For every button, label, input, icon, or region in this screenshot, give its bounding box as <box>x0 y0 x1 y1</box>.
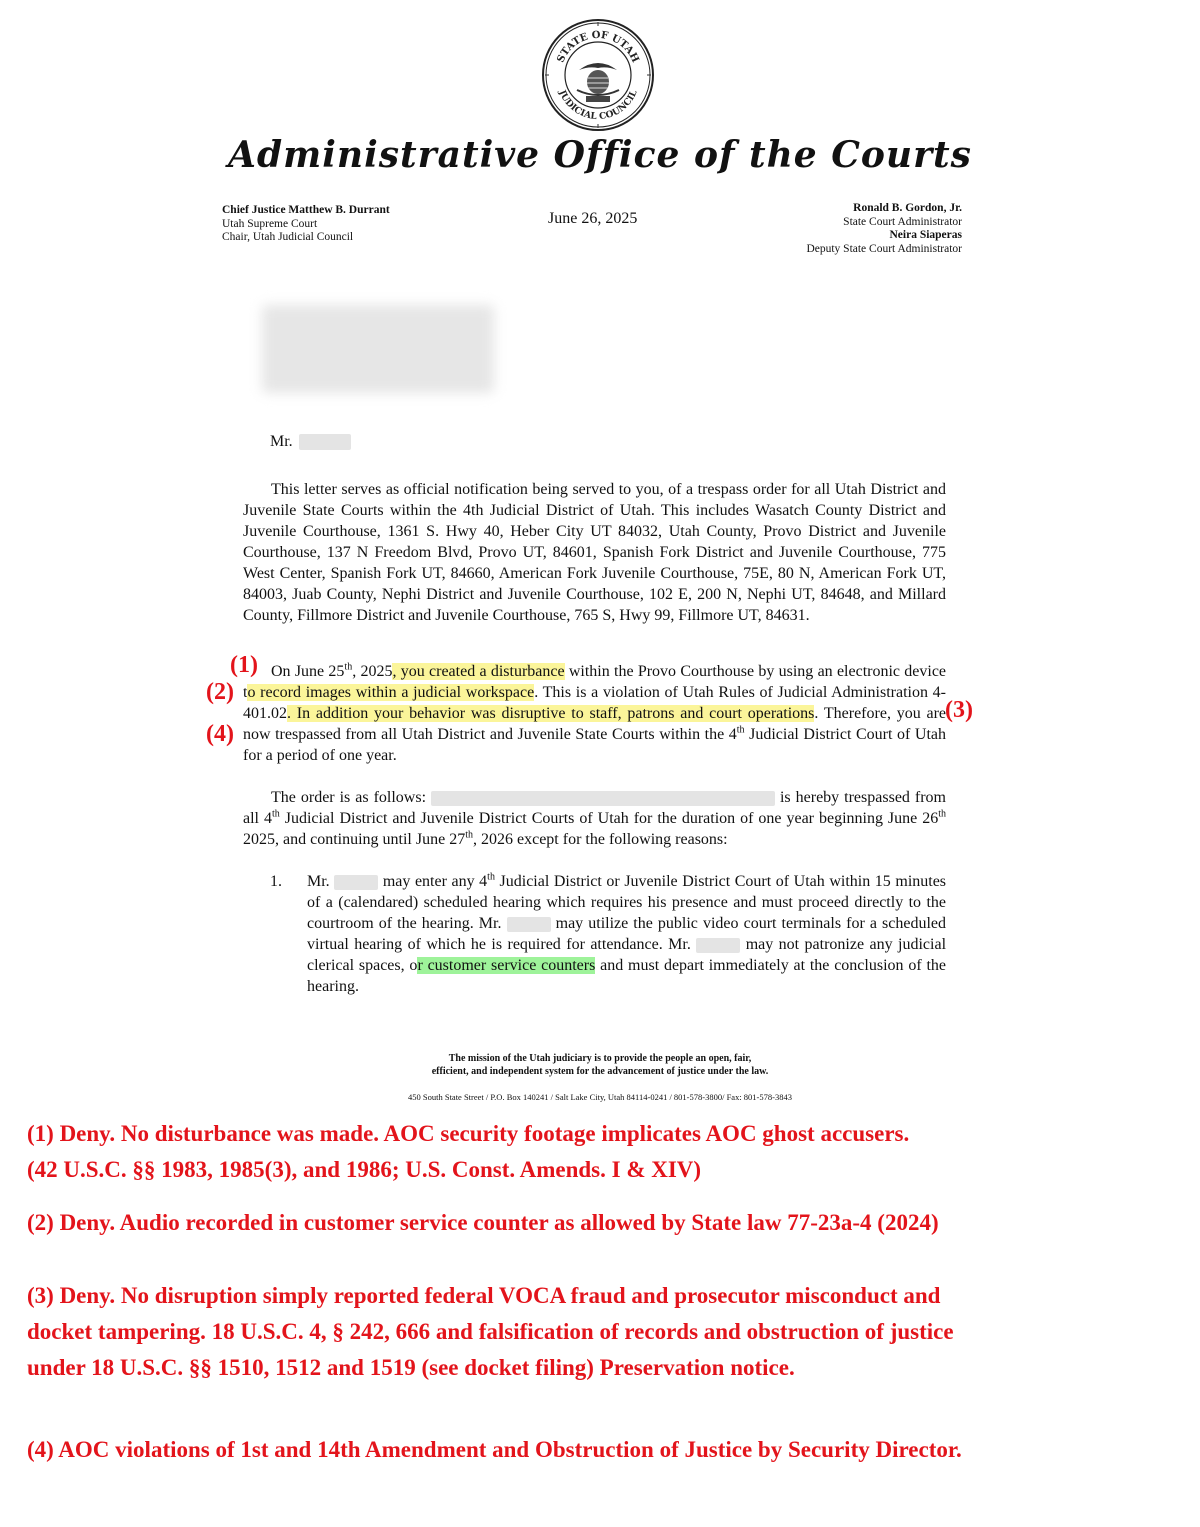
letterhead-title: Administrative Office of the Courts <box>228 134 972 176</box>
salutation-text: Mr. <box>270 433 293 450</box>
mission-line-2: efficient, and independent system for the advancement of justice under the law. <box>431 1065 769 1077</box>
redacted-name <box>299 434 351 450</box>
annotation-2: (2) Deny. Audio recorded in customer service counter as allowed by State law 77-23a-4 (2024) <box>27 1210 939 1235</box>
ordinal-suffix: th <box>344 661 353 673</box>
order-text-3: Judicial District and Juvenile District Courts of Utah for the duration of one year beginning June 26 <box>279 810 939 827</box>
chief-justice-court: Utah Supreme Court <box>222 217 318 230</box>
highlight-record-images: o record images within a judicial workspace <box>247 684 535 701</box>
chief-justice-role: Chair, Utah Judicial Council <box>222 231 354 243</box>
order-text-1: The order is as follows: <box>271 789 427 806</box>
list-number: 1. <box>270 873 282 890</box>
seal-bottom-text: JUDICIAL COUNCIL <box>556 88 640 123</box>
exception-text-5: may not patronize any judicial clerical spaces, o <box>307 936 947 974</box>
annotation-3-line-2: docket tampering. 18 U.S.C. 4, § 242, 666 and falsification of records and obstruction of justice <box>27 1319 954 1344</box>
annotation-1 <box>27 1116 1187 1188</box>
highlight-customer-service: r customer service counters <box>417 957 596 974</box>
redacted-name <box>696 938 740 953</box>
marker-3: (3) <box>945 697 973 723</box>
order-paragraph <box>243 787 946 850</box>
annotation-4: (4) AOC violations of 1st and 14th Amendment and Obstruction of Justice by Security Director. <box>27 1437 962 1462</box>
redacted-name <box>507 917 551 932</box>
deputy-name: Neira Siaperas <box>889 229 962 241</box>
mission-statement <box>0 1053 1200 1078</box>
incident-paragraph <box>243 661 946 766</box>
incident-text-3: within the Provo Courthouse by using an electronic device t <box>243 663 947 701</box>
footer-address: 450 South State Street / P.O. Box 140241 / Salt Lake City, Utah 84114-0241 / 801-578-3800/ Fax: 801-578-3843 <box>408 1092 792 1102</box>
seal-top-text: STATE OF UTAH <box>555 29 641 65</box>
exception-text-1: Mr. <box>307 873 330 890</box>
incident-text-6: Judicial District Court of Utah for a period of one year. <box>243 726 946 764</box>
letterhead-left-block <box>222 204 390 245</box>
exception-text-2: may enter any 4 <box>382 873 488 890</box>
administrator-title: State Court Administrator <box>843 215 962 228</box>
incident-text-5: . Therefore, you are now trespassed from all Utah District and Juvenile State Courts within the 4 <box>243 705 946 743</box>
incident-text-1: On June 25 <box>271 663 345 680</box>
ordinal-suffix: th <box>465 829 473 841</box>
ordinal-suffix: th <box>271 808 280 820</box>
mission-line-1: The mission of the Utah judiciary is to provide the people an open, fair, <box>448 1053 752 1064</box>
marker-2: (2) <box>206 679 234 705</box>
redacted-address-block <box>262 305 494 393</box>
exception-text-3: Judicial District or Juvenile District Court of Utah within 15 minutes of a (calendared) scheduled hearing which requires his presence and must proceed directly to the courtroom of the hearing. Mr. <box>307 873 947 932</box>
highlight-disturbance: , you created a disturbance <box>392 663 565 680</box>
ordinal-suffix: th <box>487 871 495 883</box>
exception-text-4: may utilize the public video court terminals for a scheduled virtual hearing of which he is required for attendance. Mr. <box>307 915 947 953</box>
salutation <box>270 433 351 451</box>
annotation-1-line-1: (1) Deny. No disturbance was made. AOC security footage implicates AOC ghost accusers. <box>27 1121 910 1146</box>
administrator-name: Ronald B. Gordon, Jr. <box>853 202 962 214</box>
marker-4: (4) <box>206 721 234 747</box>
state-seal-icon <box>541 18 655 132</box>
trespass-notice-paragraph: This letter serves as official notification being served to you, of a trespass order for all Utah District and Juvenile State Courts within the 4th Judicial District of Utah. This includes Wasatch County District and Juvenile Courthouse, 1361 S. Hwy 40, Heber City UT 84032, Utah County, Provo District and Juvenile Courthouse, 137 N Freedom Blvd, Provo UT, 84601, Spanish Fork District and Juvenile Courthouse, 775 West Center, Spanish Fork UT, 84660, American Fork Juvenile Courthouse, 75E, 80 N, American Fork UT, 84003, Juab County, Nephi District and Juvenile Courthouse, 102 E, 200 N, Nephi UT, 84648, and Millard County, Fillmore District and Juvenile Courthouse, 765 S, Hwy 99, Fillmore UT, 84631. <box>243 481 946 624</box>
incident-text-4: . This is a violation of Utah Rules of Judicial Administration 4-401.02 <box>243 684 947 722</box>
deputy-title: Deputy State Court Administrator <box>806 242 962 255</box>
annotation-3 <box>27 1278 1187 1386</box>
ordinal-suffix: th <box>938 808 947 820</box>
ordinal-suffix: th <box>736 724 745 736</box>
redacted-name <box>334 875 378 890</box>
chief-justice-name: Chief Justice Matthew B. Durrant <box>222 204 390 216</box>
marker-1: (1) <box>230 652 258 678</box>
order-text-4: 2025, and continuing until June 27 <box>243 831 466 848</box>
exception-text-6: and must depart immediately at the conclusion of the hearing. <box>307 957 947 995</box>
incident-text-2: , 2025 <box>352 663 393 680</box>
letter-date: June 26, 2025 <box>548 210 638 227</box>
svg-text:STATE OF UTAH <box>555 30 640 65</box>
exception-text <box>307 871 946 997</box>
redacted-full-name <box>431 791 775 806</box>
order-text-2: is hereby trespassed from all 4 <box>243 789 946 827</box>
highlight-disruptive-behavior: . In addition your behavior was disruptive to staff, patrons and court operations <box>287 705 815 722</box>
annotation-3-line-3: under 18 U.S.C. §§ 1510, 1512 and 1519 (see docket filing) Preservation notice. <box>27 1355 795 1380</box>
annotation-3-line-1: (3) Deny. No disruption simply reported federal VOCA fraud and prosecutor misconduct and <box>27 1283 941 1308</box>
order-text-5: , 2026 except for the following reasons: <box>472 831 728 848</box>
annotation-1-line-2: (42 U.S.C. §§ 1983, 1985(3), and 1986; U.S. Const. Amends. I & XIV) <box>27 1157 702 1182</box>
letterhead-right-block <box>806 202 962 256</box>
